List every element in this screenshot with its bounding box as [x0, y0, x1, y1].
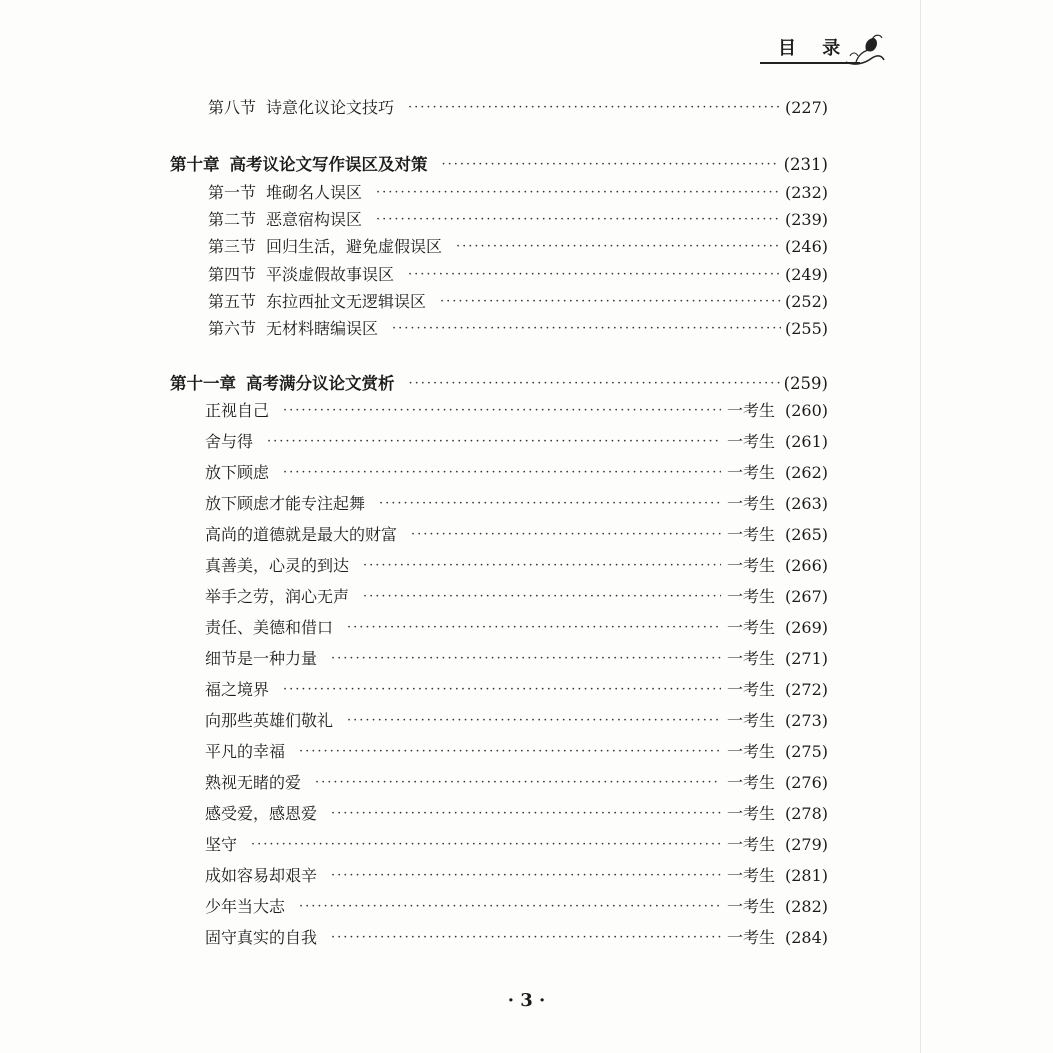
entry-number: 第一节 [208, 183, 257, 202]
entry-page-number: (249) [784, 265, 828, 284]
entry-title: 福之境界 [205, 680, 270, 699]
entry-title: 恶意宿构误区 [266, 210, 363, 229]
entry-number: 第十章 [170, 155, 220, 174]
dot-leader [411, 522, 721, 548]
entry-label [208, 95, 408, 121]
entry-page-number: (262) [784, 463, 828, 482]
entry-author: 一考生 [726, 773, 775, 792]
entry-page-number: (282) [784, 897, 828, 916]
entry-page-number: (269) [784, 618, 828, 637]
entry-title: 东拉西扯文无逻辑误区 [266, 292, 427, 311]
entry-label [205, 739, 299, 765]
entry-title: 责任、美德和借口 [205, 618, 334, 637]
entry-label [205, 863, 331, 889]
entry-title: 正视自己 [205, 401, 270, 420]
entry-page-number: (260) [784, 401, 828, 420]
entry-label [205, 646, 331, 672]
entry-author: 一考生 [726, 866, 775, 885]
entry-label [205, 584, 363, 610]
entry-title: 放下顾虑才能专注起舞 [205, 494, 366, 513]
header-title: 目 录 [778, 38, 851, 59]
entry-title: 少年当大志 [205, 897, 286, 916]
entry-author: 一考生 [726, 804, 775, 823]
toc-essay-entry [205, 801, 828, 827]
entry-label [170, 152, 442, 178]
entry-title: 成如容易却艰辛 [205, 866, 318, 885]
toc-essay-entry [205, 863, 828, 889]
entry-title: 平凡的幸福 [205, 742, 286, 761]
entry-page-number: (227) [784, 98, 828, 117]
toc-section-entry [208, 95, 828, 121]
entry-label [205, 491, 379, 517]
entry-label [208, 180, 376, 206]
toc-chapter-entry [170, 152, 828, 178]
entry-number: 第二节 [208, 210, 257, 229]
toc-section-entry [208, 207, 828, 233]
dot-leader [408, 95, 781, 121]
dot-leader [331, 801, 721, 827]
entry-page-number: (265) [784, 525, 828, 544]
entry-number: 第三节 [208, 237, 257, 256]
entry-number: 第四节 [208, 265, 257, 284]
entry-label [205, 677, 283, 703]
entry-page-number: (252) [784, 292, 828, 311]
entry-author: 一考生 [726, 587, 775, 606]
entry-page-number: (246) [784, 237, 828, 256]
entry-label [208, 262, 408, 288]
dot-leader [456, 234, 781, 260]
entry-page-number: (284) [784, 928, 828, 947]
toc-essay-entry [205, 677, 828, 703]
entry-title: 真善美，心灵的到达 [205, 556, 350, 575]
dot-leader [392, 316, 781, 342]
toc-section-entry [208, 180, 828, 206]
entry-page-number: (239) [784, 210, 828, 229]
entry-label [208, 207, 376, 233]
toc-essay-entry [205, 522, 828, 548]
toc-essay-entry [205, 491, 828, 517]
entry-author: 一考生 [726, 432, 775, 451]
dot-leader [299, 739, 721, 765]
entry-author: 一考生 [726, 897, 775, 916]
toc-section-entry [208, 316, 828, 342]
entry-author: 一考生 [726, 711, 775, 730]
entry-label [205, 522, 411, 548]
entry-title: 放下顾虑 [205, 463, 270, 482]
dot-leader [299, 894, 721, 920]
entry-author: 一考生 [726, 463, 775, 482]
entry-title: 固守真实的自我 [205, 928, 318, 947]
entry-title: 无材料瞎编误区 [266, 319, 379, 338]
entry-author: 一考生 [726, 525, 775, 544]
page-number: · 3 · [507, 990, 546, 1011]
toc-essay-entry [205, 894, 828, 920]
dot-leader [267, 429, 721, 455]
toc-section-entry [208, 262, 828, 288]
entry-number: 第八节 [208, 98, 257, 117]
dot-leader [283, 677, 721, 703]
dot-leader [376, 180, 781, 206]
entry-page-number: (276) [784, 773, 828, 792]
entry-page-number: (271) [784, 649, 828, 668]
entry-page-number: (259) [783, 374, 828, 393]
entry-label [205, 398, 283, 424]
entry-page-number: (273) [784, 711, 828, 730]
entry-label [205, 894, 299, 920]
entry-label [205, 770, 315, 796]
dot-leader [408, 262, 781, 288]
toc-section-entry [208, 289, 828, 315]
entry-page-number: (266) [784, 556, 828, 575]
dot-leader [409, 371, 780, 397]
entry-author: 一考生 [726, 494, 775, 513]
toc-essay-entry [205, 429, 828, 455]
toc-essay-entry [205, 739, 828, 765]
entry-label [205, 460, 283, 486]
toc-essay-entry [205, 925, 828, 951]
entry-page-number: (232) [784, 183, 828, 202]
dot-leader [331, 646, 721, 672]
entry-number: 第十一章 [170, 374, 236, 393]
entry-label [205, 832, 251, 858]
entry-label [208, 316, 392, 342]
entry-title: 感受爱，感恩爱 [205, 804, 318, 823]
entry-page-number: (267) [784, 587, 828, 606]
entry-author: 一考生 [726, 556, 775, 575]
entry-label [205, 553, 363, 579]
dot-leader [283, 398, 721, 424]
entry-author: 一考生 [726, 835, 775, 854]
entry-page-number: (281) [784, 866, 828, 885]
dot-leader [251, 832, 721, 858]
dot-leader [331, 863, 721, 889]
entry-page-number: (255) [784, 319, 828, 338]
entry-title: 坚守 [205, 835, 238, 854]
entry-author: 一考生 [726, 928, 775, 947]
dot-leader [376, 207, 781, 233]
entry-title: 举手之劳，润心无声 [205, 587, 350, 606]
entry-title: 平淡虚假故事误区 [266, 265, 395, 284]
dot-leader [347, 708, 721, 734]
entry-title: 堆砌名人误区 [266, 183, 363, 202]
entry-title: 高尚的道德就是最大的财富 [205, 525, 398, 544]
entry-page-number: (272) [784, 680, 828, 699]
entry-label [170, 371, 409, 397]
toc-essay-entry [205, 584, 828, 610]
entry-page-number: (279) [784, 835, 828, 854]
entry-title: 高考议论文写作误区及对策 [229, 155, 428, 174]
entry-author: 一考生 [726, 742, 775, 761]
entry-author: 一考生 [726, 680, 775, 699]
dot-leader [363, 553, 721, 579]
toc-essay-entry [205, 460, 828, 486]
entry-label [205, 615, 347, 641]
entry-page-number: (263) [784, 494, 828, 513]
toc-chapter-entry [170, 371, 828, 397]
entry-title: 向那些英雄们敬礼 [205, 711, 334, 730]
entry-title: 舍与得 [205, 432, 254, 451]
entry-author: 一考生 [726, 649, 775, 668]
dot-leader [347, 615, 721, 641]
entry-title: 高考满分议论文赏析 [246, 374, 395, 393]
entry-author: 一考生 [726, 618, 775, 637]
toc-section-entry [208, 234, 828, 260]
entry-label [205, 925, 331, 951]
toc-essay-entry [205, 646, 828, 672]
entry-label [208, 289, 440, 315]
toc-essay-entry [205, 832, 828, 858]
dot-leader [363, 584, 721, 610]
entry-label [205, 429, 267, 455]
toc-essay-entry [205, 553, 828, 579]
entry-title: 回归生活，避免虚假误区 [266, 237, 443, 256]
entry-page-number: (261) [784, 432, 828, 451]
toc-essay-entry [205, 398, 828, 424]
dot-leader [331, 925, 721, 951]
entry-author: 一考生 [726, 401, 775, 420]
entry-label [205, 801, 331, 827]
dot-leader [442, 152, 780, 178]
entry-title: 细节是一种力量 [205, 649, 318, 668]
entry-page-number: (231) [783, 155, 828, 174]
entry-number: 第六节 [208, 319, 257, 338]
toc-essay-entry [205, 770, 828, 796]
dot-leader [440, 289, 781, 315]
entry-title: 诗意化议论文技巧 [266, 98, 395, 117]
dot-leader [379, 491, 721, 517]
entry-page-number: (278) [784, 804, 828, 823]
dot-leader [315, 770, 721, 796]
entry-number: 第五节 [208, 292, 257, 311]
toc-essay-entry [205, 615, 828, 641]
entry-label [205, 708, 347, 734]
entry-page-number: (275) [784, 742, 828, 761]
entry-title: 熟视无睹的爱 [205, 773, 302, 792]
dot-leader [283, 460, 721, 486]
toc-essay-entry [205, 708, 828, 734]
entry-label [208, 234, 456, 260]
